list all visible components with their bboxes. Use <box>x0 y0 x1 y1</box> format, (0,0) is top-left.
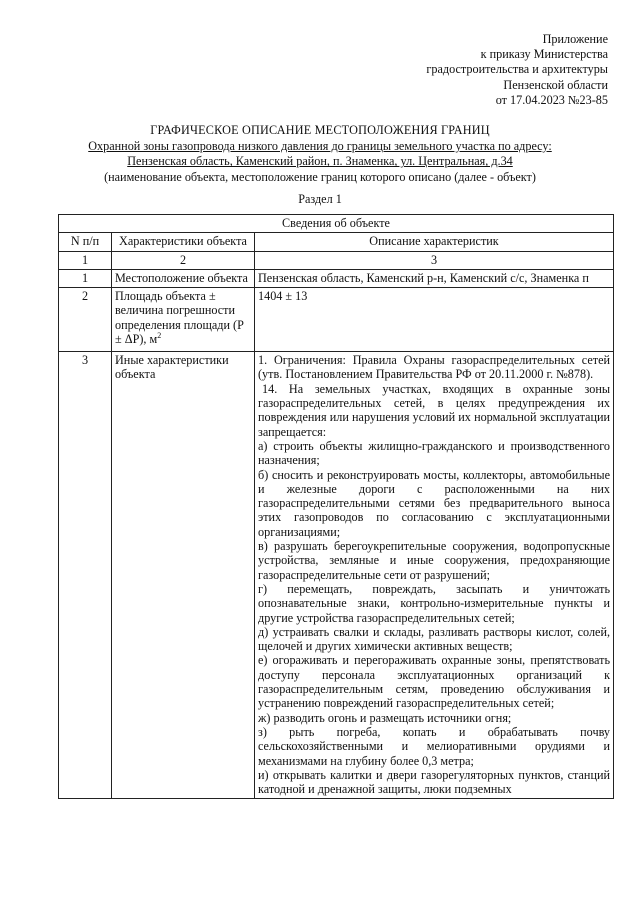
table-row <box>59 352 614 799</box>
row-characteristic: Местоположение объекта <box>112 269 255 287</box>
restriction-paragraph: в) разрушать берегоукрепительные сооружения, водопропускные устройства, земляные и иные сооружения, предохраняющие газораспределительные сети от разрушений; <box>258 539 611 582</box>
title-block <box>0 123 640 207</box>
appendix-line: от 17.04.2023 №23-85 <box>495 92 608 107</box>
section-title: Раздел 1 <box>298 191 342 206</box>
row-number: 2 <box>59 288 112 352</box>
restriction-paragraph: 14. На земельных участках, входящих в охранные зоны газораспределительных сетей, в целях предупреждения их повреждения или нарушения условий их нормальной эксплуатации запрещается: <box>258 381 611 439</box>
column-number: 1 <box>59 251 112 269</box>
restriction-paragraph: ж) разводить огонь и размещать источники огня; <box>258 710 512 725</box>
header-cell-number: N п/п <box>59 233 112 251</box>
document-heading: ГРАФИЧЕСКОЕ ОПИСАНИЕ МЕСТОПОЛОЖЕНИЯ ГРАНИЦ <box>150 123 490 137</box>
column-number: 3 <box>255 251 614 269</box>
restriction-paragraph: е) огораживать и перегораживать охранные зоны, препятствовать доступу персонала эксплуатационных организаций к газораспределительным сетям, проведению обслуживания и устранению повреждений газораспределительных сетей; <box>258 653 611 711</box>
table-row <box>59 288 614 352</box>
row-description: 1404 ± 13 <box>255 288 614 352</box>
restriction-paragraph: з) рыть погреба, копать и обрабатывать почву сельскохозяйственными и мелиоративными орудиями и механизмами на глубину более 0,3 метра; <box>258 724 611 768</box>
appendix-line: Приложение <box>542 32 608 46</box>
appendix-line: градостроительства и архитектуры <box>426 62 608 77</box>
row-description <box>255 352 614 799</box>
row-characteristic: Иные характеристики объекта <box>112 352 255 799</box>
object-name-line: Охранной зоны газопровода низкого давления до границы земельного участка по адресу: <box>88 139 552 154</box>
restriction-paragraph: б) сносить и реконструировать мосты, коллекторы, автомобильные и железные дороги с расположенными на них газораспределительными сетями без предварительного выноса этих газопроводов по согласованию с эксплуатационными организациями; <box>258 467 611 539</box>
table-row <box>59 269 614 287</box>
column-number: 2 <box>112 251 255 269</box>
table-header-row <box>59 233 614 251</box>
restriction-paragraph: 1. Ограничения: Правила Охраны газораспределительных сетей (утв. Постановлением Правительства РФ от 20.11.2000 г. №878). <box>258 353 611 382</box>
restriction-paragraph: и) открывать калитки и двери газорегуляторных пунктов, станций катодной и дренажной защиты, люки подземных <box>258 767 611 797</box>
row-description: Пензенская область, Каменский р-н, Каменский с/с, Знаменка п <box>255 269 614 287</box>
object-info-table <box>58 214 614 799</box>
appendix-line: Пензенской области <box>503 77 608 92</box>
column-number-row <box>59 251 614 269</box>
row-characteristic <box>112 288 255 352</box>
restriction-paragraph: д) устраивать свалки и склады, разливать растворы кислот, солей, щелочей и других химически активных веществ; <box>258 624 611 654</box>
object-caption: (наименование объекта, местоположение границ которого описано (далее - объект) <box>104 169 536 184</box>
appendix-line: к приказу Министерства <box>480 47 608 62</box>
restriction-paragraph: г) перемещать, повреждать, засыпать и уничтожать опознавательные знаки, контрольно-измерительные пункты и другие устройства газораспределительных сетей; <box>258 581 611 625</box>
unit-superscript: 2 <box>157 331 162 341</box>
header-cell-characteristic: Характеристики объекта <box>112 233 255 251</box>
table-title-row <box>59 215 614 233</box>
row-number: 1 <box>59 269 112 287</box>
object-name-line: Пензенская область, Каменский район, п. Знаменка, ул. Центральная, д.34 <box>127 154 513 169</box>
row-number: 3 <box>59 352 112 799</box>
restriction-paragraph: а) строить объекты жилищно-гражданского и производственного назначения; <box>258 438 611 468</box>
appendix-block <box>426 32 608 108</box>
row-characteristic-text: Площадь объекта ± величина погрешности определения площади (Р ± ΔР), м <box>115 289 244 347</box>
header-cell-description: Описание характеристик <box>255 233 614 251</box>
table-title: Сведения об объекте <box>59 215 614 233</box>
